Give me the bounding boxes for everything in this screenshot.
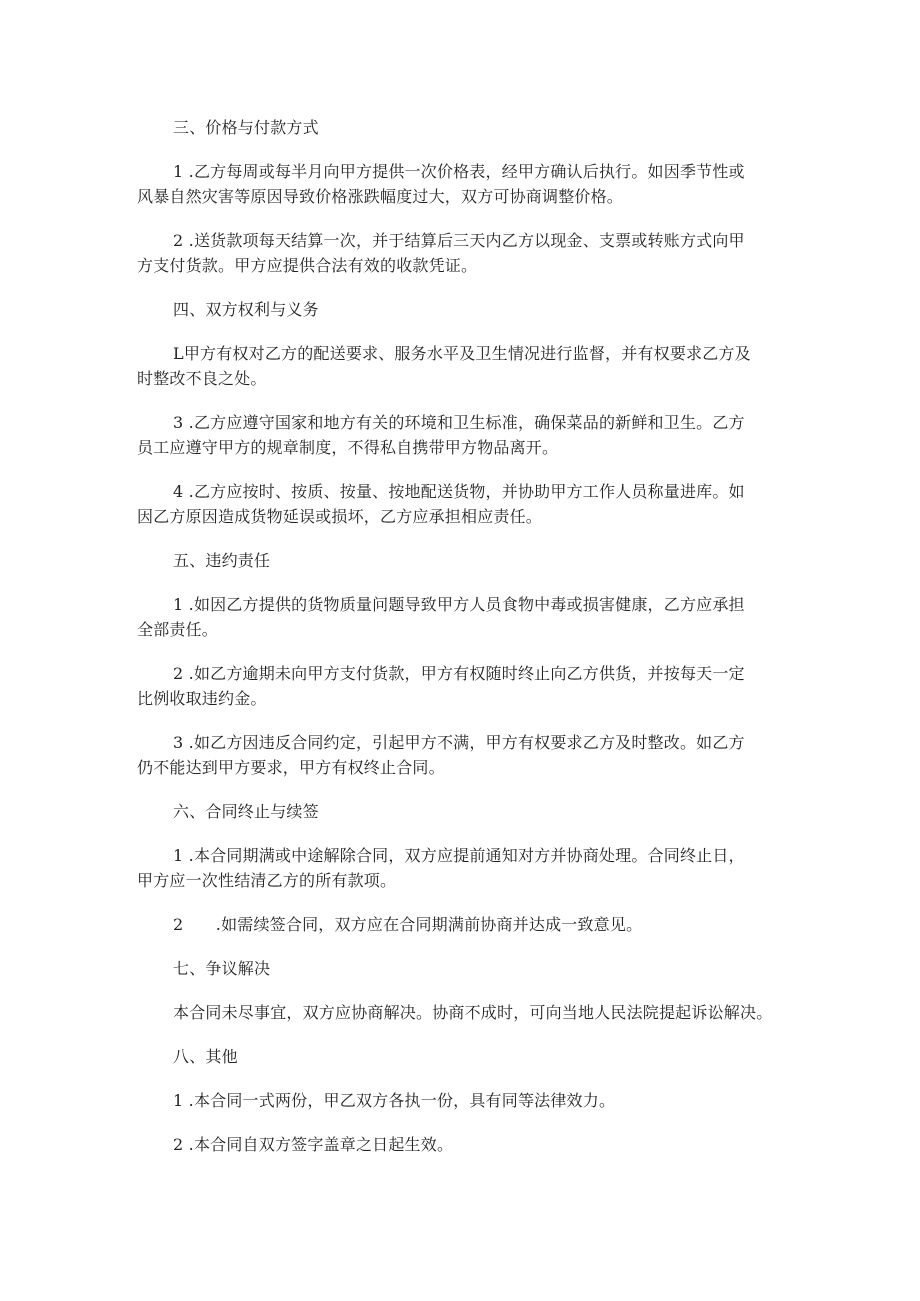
- paragraph-line: 1 .本合同一式两份，甲乙双方各执一份，具有同等法律效力。: [173, 1091, 616, 1110]
- paragraph-line: 本合同未尽事宜，双方应协商解决。协商不成时，可向当地人民法院提起诉讼解决。: [173, 1003, 773, 1022]
- section-heading: 七、争议解决: [173, 959, 271, 978]
- section-heading: 八、其他: [173, 1047, 238, 1066]
- paragraph-line: 4 .乙方应按时、按质、按量、按地配送货物，并协助甲方工作人员称量进库。如: [173, 482, 745, 501]
- paragraph-line: 风暴自然灾害等原因导致价格涨跌幅度过大，双方可协商调整价格。: [137, 187, 624, 206]
- section-heading: 四、双方权利与义务: [173, 300, 319, 319]
- paragraph-line: 员工应遵守甲方的规章制度，不得私自携带甲方物品离开。: [137, 438, 559, 457]
- paragraph-line: 比例收取违约金。: [137, 689, 267, 708]
- paragraph-line: 2 .送货款项每天结算一次，并于结算后三天内乙方以现金、支票或转账方式向甲: [173, 231, 745, 250]
- section-heading: 三、价格与付款方式: [173, 118, 319, 137]
- paragraph-line: 全部责任。: [137, 620, 219, 639]
- paragraph-line: 2 .本合同自双方签字盖章之日起生效。: [173, 1135, 454, 1154]
- paragraph-line: 方支付货款。甲方应提供合法有效的收款凭证。: [137, 256, 478, 275]
- paragraph-line: 因乙方原因造成货物延误或损坏，乙方应承担相应责任。: [137, 507, 543, 526]
- section-heading: 五、违约责任: [173, 551, 271, 570]
- paragraph-line: 1 .乙方每周或每半月向甲方提供一次价格表，经甲方确认后执行。如因季节性或: [173, 162, 745, 181]
- paragraph-line: 甲方应一次性结清乙方的所有款项。: [137, 871, 397, 890]
- paragraph-line: 2 .如乙方逾期未向甲方支付货款，甲方有权随时终止向乙方供货，并按每天一定: [173, 664, 745, 683]
- paragraph-line: 时整改不良之处。: [137, 369, 267, 388]
- paragraph-line: 1 .如因乙方提供的货物质量问题导致甲方人员食物中毒或损害健康，乙方应承担: [173, 595, 745, 614]
- paragraph-line: 3 .如乙方因违反合同约定，引起甲方不满，甲方有权要求乙方及时整改。如乙方: [173, 733, 745, 752]
- paragraph-line: 1 .本合同期满或中途解除合同，双方应提前通知对方并协商处理。合同终止日，: [173, 846, 745, 865]
- paragraph-line: 3 .乙方应遵守国家和地方有关的环境和卫生标准，确保菜品的新鲜和卫生。乙方: [173, 413, 745, 432]
- paragraph-line: 2 .如需续签合同，双方应在合同期满前协商并达成一致意见。: [173, 915, 643, 934]
- paragraph-line: 仍不能达到甲方要求，甲方有权终止合同。: [137, 758, 445, 777]
- section-heading: 六、合同终止与续签: [173, 802, 319, 821]
- paragraph-line: L甲方有权对乙方的配送要求、服务水平及卫生情况进行监督，并有权要求乙方及: [173, 344, 751, 363]
